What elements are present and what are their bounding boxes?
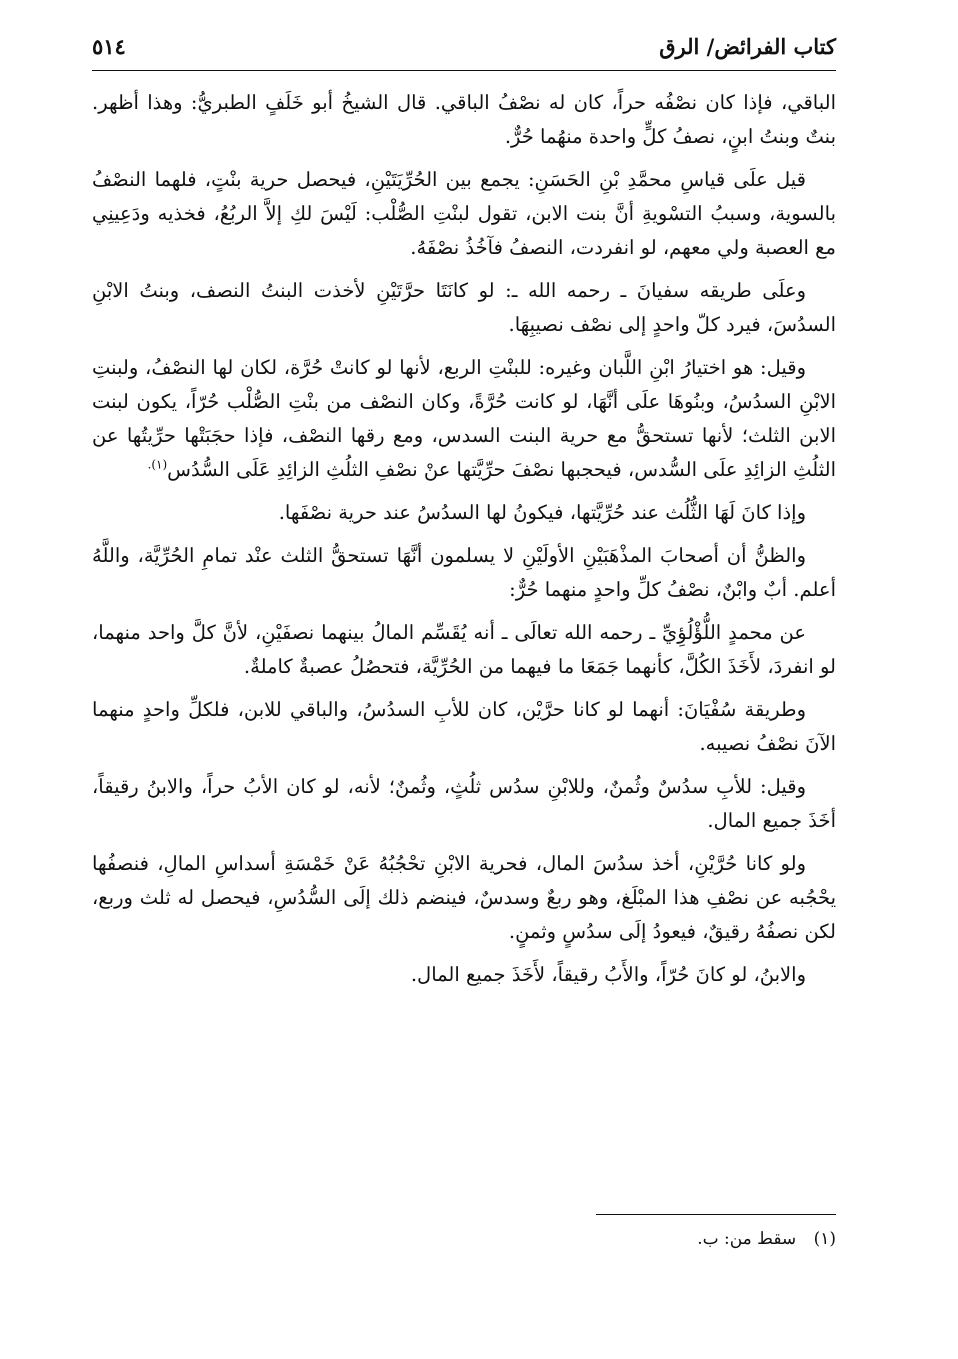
paragraph: وعلَى طريقه سفيانَ ـ رحمه الله ـ: لو كانَتَا حرَّتَيْنِ لأخذت البنتُ النصف، وبنتُ الابْنِ السدُسَ، فيرد كلّ واحدٍ إلى نصْف نصيبِهَا. <box>92 279 836 336</box>
paragraph: قيل علَى قياسِ محمَّدِ بْنِ الحَسَنِ: يجمع بين الحُرِّيَتَيْنِ، فيحصل حرية بنْتٍ، فلهما النصْفُ بالسوية، وسببُ التسْويةِ أنَّ بنت الابن، تقول لبنْتِ الصُّلْب: لَيْسَ لكِ إلاَّ الربُعُ، فخذيه ودَعِينِي مع العصبة ولي معهم، لو انفردت، النصفُ فآخُذُ نصْفَهُ. <box>92 168 836 259</box>
footnote-text: سقط من: ب. <box>697 1229 797 1249</box>
footnote-number: (١) <box>813 1229 836 1249</box>
paragraph: وطريقة سُفْيَانَ: أنهما لو كانا حرَّيْن، كان للأبِ السدُسُ، والباقي للابن، فلكلِّ واحدٍ منهما الآنَ نصْفُ نصيبه. <box>92 698 836 755</box>
paragraph <box>92 351 836 487</box>
page-number: ٥١٤ <box>92 34 126 59</box>
paragraph: ولو كانا حُرَّيْنِ، أخذ سدُسَ المال، فحرية الابْنِ تحْجُبُهُ عَنْ خَمْسَةِ أسداسِ المالِ، فنصفُها يحْجُبه عن نصْفِ هذا المبْلَغ، وهو ربعٌ وسدسٌ، فينضم ذلك إلَى السُّدُسِ، فيحصل له ثلث وربع، لكن نصفُهُ رقيقٌ، فيعودُ إلَى سدُسٍ وثمنٍ. <box>92 852 836 943</box>
paragraph: عن محمدٍ اللُّؤْلُؤِيِّ ـ رحمه الله تعالَى ـ أنه يُقَسِّم المالُ بينهما نصفَيْنِ، لأنَّ كلَّ واحد منهما، لو انفردَ، لأَخَذَ الكُلَّ، كأنهما جَمَعَا ما فيهما من الحُرِّيَّة، فتحصُلُ عصبةٌ كاملةٌ. <box>92 621 836 678</box>
footnote <box>236 1226 836 1252</box>
running-title: كتاب الفرائض/ الرق <box>659 34 836 59</box>
paragraph: والظنُّ أن أصحابَ المذْهَبَيْنِ الأولَيْنِ لا يسلمون أنَّهَا تستحقُّ الثلث عنْد تمامِ الحُرِّيَّة، واللَّهُ أعلم. أبٌ وابْنٌ، نصْفُ كلِّ واحدٍ منهما حُرٌّ: <box>92 544 836 601</box>
footnote-divider <box>596 1214 836 1215</box>
paragraph: والابنُ، لو كانَ حُرّاً، والأَبُ رقيقاً، لأَخَذَ جميع المال. <box>410 963 806 986</box>
footnote-reference: (١). <box>147 457 168 472</box>
page-header <box>92 30 836 71</box>
paragraph: وإذا كانَ لَهَا الثُّلُث عند حُرِّيَّتها، فيكونُ لها السدُسُ عند حرية نصْفَها. <box>278 501 806 524</box>
paragraph-text: وقيل: هو اختيارُ ابْنِ اللَّبان وغيره: للبنْتِ الربع، لأنها لو كانتْ حُرَّة، لكان لها النصْفُ، ولبنتِ الابْنِ السدُسُ، وبنُوهَا علَى أنَّهَا، لو كانت حُرَّةً، وكان النصْف من بنْتِ الصُّلْب حُرّاً، يكون لبنت الابن الثلث؛ لأنها تستحقُّ مع حرية البنت السدس، ومع رقها النصْف، فإذا حجَبَتْها حرِّيتُها عن الثلُثِ الزائِدِ علَى السُّدس، فيحجبها نصْفَ حرِّيَّتها عنْ نصْفِ الثلُثِ الزائِدِ عَلَى السُّدُس <box>92 356 836 481</box>
main-text <box>92 86 836 1001</box>
paragraph: وقيل: للأبِ سدُسٌ وثُمنٌ، وللابْنِ سدُس ثلُثٍ، وثُمنٌ؛ لأنه، لو كان الأبُ حراً، والابنُ رقيقاً، أخَذَ جميع المال. <box>92 775 836 832</box>
paragraph: الباقي، فإذا كان نصْفُه حراً، كان له نصْفُ الباقي. قال الشيخُ أبو خَلَفٍ الطبريُّ: وهذا أظهر. بنتٌ وبنتُ ابنٍ، نصفُ كلٍّ واحدة منهُما حُرٌّ. <box>92 91 836 148</box>
